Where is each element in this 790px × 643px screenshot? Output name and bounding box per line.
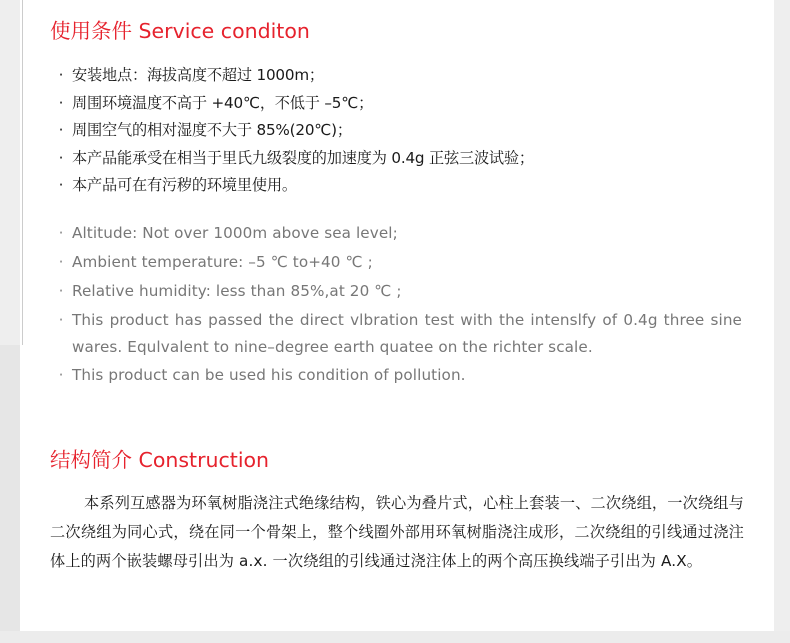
list-item-text: This product has passed the direct vlbration test with the intenslfy of 0.4g three sine wares. Equlvalent to nine–degree earth quatee on the richter scale. bbox=[72, 311, 742, 356]
list-item bbox=[50, 219, 742, 248]
bullet: · bbox=[58, 282, 64, 300]
list-item bbox=[50, 62, 534, 90]
service-condition-cn-list bbox=[50, 62, 534, 200]
list-item bbox=[50, 117, 534, 145]
bullet: · bbox=[58, 224, 64, 242]
bullet: · bbox=[58, 93, 64, 112]
left-frame-bar-lower bbox=[0, 345, 20, 643]
list-item-text: This product can be used his condition of pollution. bbox=[72, 366, 466, 384]
left-divider-line bbox=[22, 0, 23, 345]
list-item-text: 本产品能承受在相当于里氏九级裂度的加速度为 0.4g 正弦三波试验； bbox=[72, 148, 534, 167]
list-item-text: Relative humidity: less than 85%,at 20 ℃ ; bbox=[72, 282, 402, 300]
list-item bbox=[50, 277, 742, 306]
list-item-text: 周围空气的相对湿度不大于 85%(20℃)； bbox=[72, 121, 352, 140]
service-condition-en-list bbox=[50, 219, 742, 390]
list-item bbox=[50, 361, 742, 390]
list-item bbox=[50, 90, 534, 118]
construction-paragraph: 本系列互感器为环氧树脂浇注式绝缘结构，铁心为叠片式，心柱上套装一、二次绕组，一次绕组与二次绕组为同心式，绕在同一个骨架上，整个线圈外部用环氧树脂浇注成形，二次绕组的引线通过浇注体上的两个嵌装螺母引出为 a.x. 一次绕组的引线通过浇注体上的两个高压换线端子引出为 A.X。 bbox=[50, 494, 744, 571]
list-item-text: 安装地点：海拔高度不超过 1000m； bbox=[72, 66, 324, 84]
bullet: · bbox=[58, 176, 64, 195]
list-item-text: Altitude: Not over 1000m above sea level; bbox=[72, 224, 398, 242]
bullet: · bbox=[58, 311, 64, 329]
bullet: · bbox=[58, 148, 64, 167]
list-item bbox=[50, 248, 742, 277]
right-frame-bar bbox=[774, 0, 790, 643]
construction-heading: 结构简介 Construction bbox=[50, 448, 270, 472]
list-item-text: Ambient temperature: –5 ℃ to+40 ℃ ; bbox=[72, 253, 373, 271]
list-item-text: 本产品可在有污秽的环境里使用。 bbox=[72, 176, 297, 195]
list-item bbox=[50, 172, 534, 200]
list-item bbox=[50, 306, 742, 361]
bullet: · bbox=[58, 121, 64, 140]
bullet: · bbox=[58, 253, 64, 271]
list-item-text: 周围环境温度不高于 +40℃，不低于 –5℃； bbox=[72, 93, 374, 112]
bullet: · bbox=[58, 366, 64, 384]
bullet: · bbox=[58, 66, 64, 84]
service-condition-heading: 使用条件 Service conditon bbox=[50, 19, 310, 43]
bottom-frame-bar bbox=[0, 631, 790, 643]
list-item bbox=[50, 145, 534, 173]
